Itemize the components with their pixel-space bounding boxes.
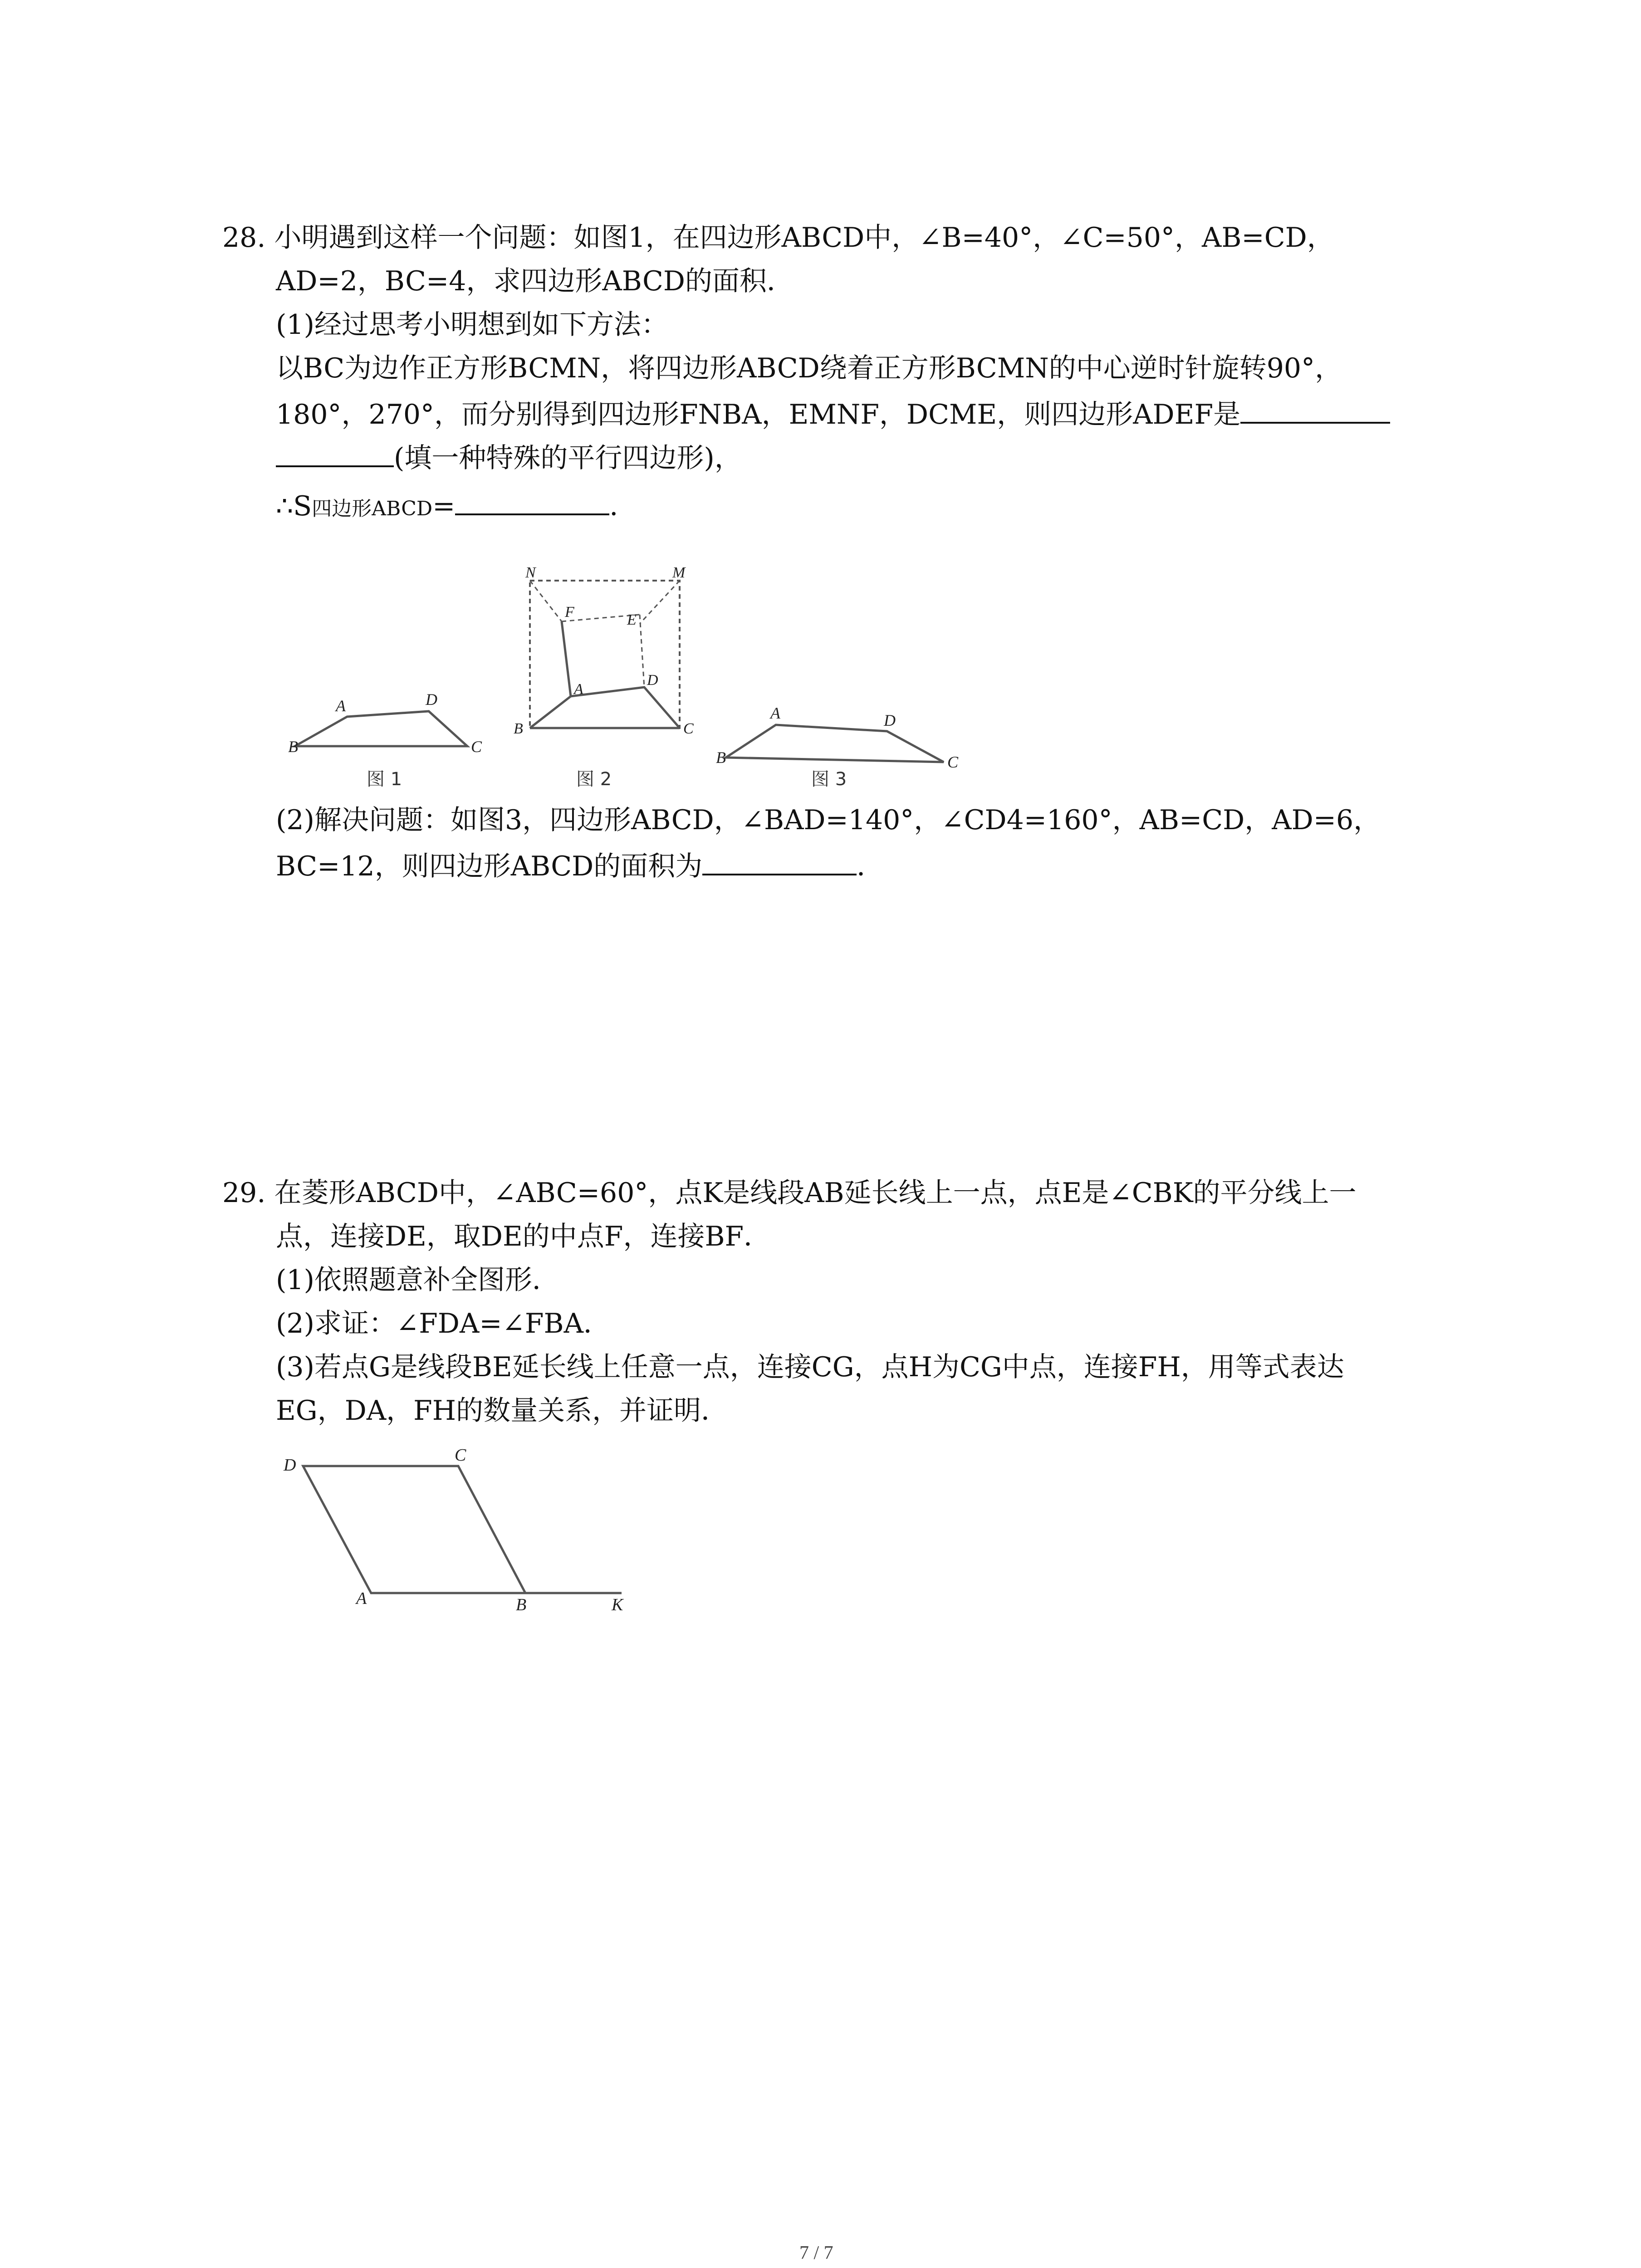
q28-line-3: (1)经过思考小明想到如下方法： [276,309,668,341]
fig2-label-a: A [574,681,583,698]
fig3-label-a: A [770,704,780,722]
fig4-label-k: K [612,1595,623,1614]
q29-line-5: (3)若点G是线段BE延长线上任意一点，连接CG，点H为CG中点，连接FH，用等式表达 [276,1351,1344,1383]
fig1-label-c: C [471,738,482,756]
q28-line-4: 以BC为边作正方形BCMN，将四边形ABCD绕着正方形BCMN的中心逆时针旋转90°， [276,352,1342,384]
fig1-label-a: A [336,697,346,715]
fig2-label-f: F [565,604,574,621]
fig4-label-b: B [516,1595,527,1614]
fig4-label-d: D [284,1456,296,1475]
fig2-label-c: C [683,720,694,737]
q28-line-9-end: ． [857,850,884,882]
fig3-label-c: C [947,753,959,771]
fig2-label-d: D [647,672,658,689]
fig2-label-n: N [525,565,536,581]
q28-line-1: 28. 小明遇到这样一个问题：如图1，在四边形ABCD中，∠B=40°，∠C=50°，AB=CD， [222,222,1334,254]
q29-line-4: (2)求证：∠FDA=∠FBA． [276,1308,611,1339]
fig4-label-c: C [455,1446,466,1465]
figure-3 [708,689,971,773]
q28-line-7 [276,485,637,527]
page-number: 7 / 7 [799,2243,833,2263]
q28-line-2: AD=2，BC=4，求四边形ABCD的面积． [276,265,794,297]
q28-line-6-text: (填一种特殊的平行四边形)， [394,442,742,474]
q29-line-2: 点，连接DE，取DE的中点F，连接BF． [276,1221,771,1252]
fig4-label-a: A [356,1589,367,1608]
fig1-label-d: D [426,690,437,709]
answer-blank-1b[interactable] [276,437,394,467]
q29-line-6: EG，DA，FH的数量关系，并证明． [276,1395,729,1427]
area-subscript: 四边形ABCD [312,497,433,520]
fig2-label-e: E [627,611,637,628]
fig3-label-b: B [716,748,726,767]
answer-blank-2[interactable] [455,485,609,515]
fig3-label-d: D [884,711,896,729]
q28-line-5 [276,394,1390,433]
figure-rhombus [277,1442,640,1617]
fig2-label-m: M [672,565,686,581]
q28-line-9 [276,846,884,885]
q29-line-1: 29. 在菱形ABCD中，∠ABC=60°，点K是线段AB延长线上一点，点E是∠CBK的平分线上一 [222,1177,1357,1209]
figure-2 [508,565,708,757]
answer-blank-1a[interactable] [1240,394,1390,424]
q28-line-7-end: ． [609,490,637,522]
answer-blank-3[interactable] [702,846,857,875]
figure-2-caption: 图 2 [576,769,612,790]
equals-sign: = [432,490,456,522]
fig1-label-b: B [288,738,298,756]
q28-line-6 [276,437,742,476]
q28-line-5-text: 180°，270°，而分别得到四边形FNBA，EMNF，DCME，则四边形ADEF是 [276,399,1241,430]
fig2-label-b: B [514,720,523,737]
q28-line-8: (2)解决问题：如图3，四边形ABCD，∠BAD=140°，∠CD4=160°，AB=CD，AD=6， [276,804,1381,836]
q29-line-3: (1)依照题意补全图形． [276,1264,559,1296]
figure-1-caption: 图 1 [367,769,402,790]
figure-3-caption: 图 3 [811,769,847,790]
figure-1 [281,671,490,764]
therefore-s: ∴S [276,490,312,522]
q28-line-9-text: BC=12，则四边形ABCD的面积为 [276,850,703,882]
